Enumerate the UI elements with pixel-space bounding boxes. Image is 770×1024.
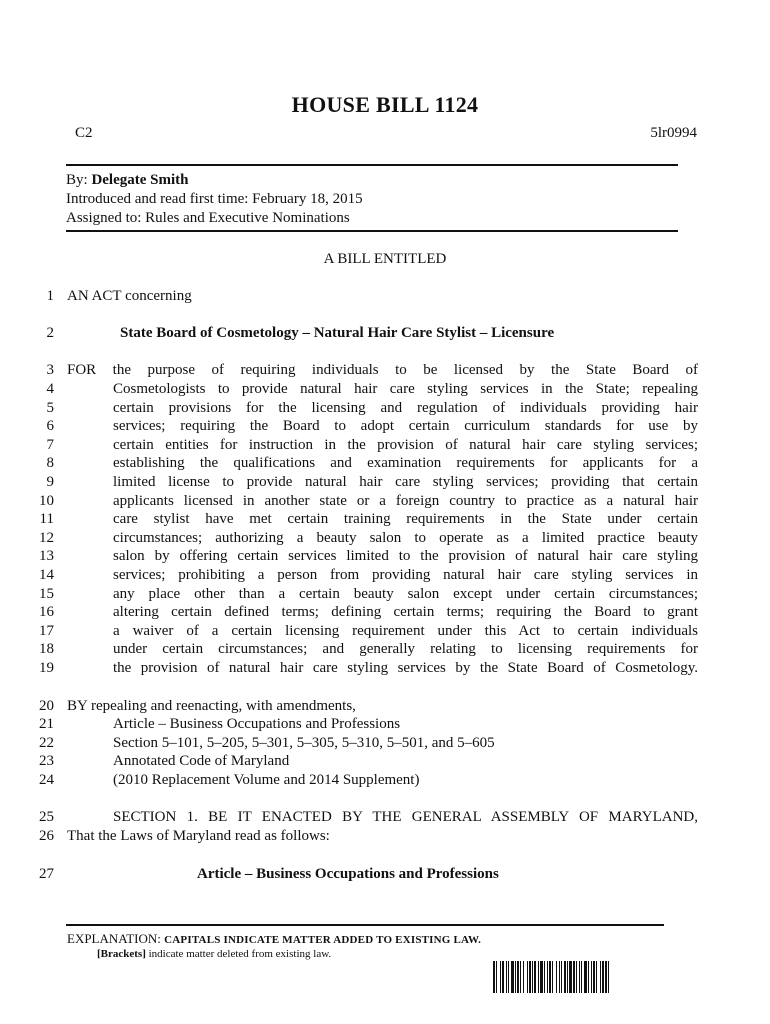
explanation-label: EXPLANATION: bbox=[67, 931, 161, 946]
line-text: altering certain defined terms; defining certain terms; requiring the Board to grant bbox=[113, 604, 698, 620]
line-text: FOR the purpose of requiring individuals to be licensed by the State Board of bbox=[67, 362, 698, 378]
assigned-line: Assigned to: Rules and Executive Nominations bbox=[66, 210, 350, 226]
line-number: 2 bbox=[46, 325, 54, 341]
line-text: certain entities for instruction in the provision of natural hair care styling services; bbox=[113, 437, 698, 453]
article-heading: Article – Business Occupations and Professions bbox=[197, 866, 499, 882]
line-text: limited license to provide natural hair care styling services; providing that certain bbox=[113, 474, 698, 490]
line-text: (2010 Replacement Volume and 2014 Supplement) bbox=[113, 772, 420, 788]
line-text: That the Laws of Maryland read as follows: bbox=[67, 828, 330, 844]
line-text: SECTION 1. BE IT ENACTED BY THE GENERAL ASSEMBLY OF MARYLAND, bbox=[113, 809, 698, 825]
line-number: 13 bbox=[39, 548, 54, 564]
header-top-rule bbox=[66, 164, 678, 166]
line-number: 7 bbox=[46, 437, 54, 453]
line-text: a waiver of a certain licensing requirement under this Act to certain individuals bbox=[113, 623, 698, 639]
line-number: 6 bbox=[46, 418, 54, 434]
line-text: Article – Business Occupations and Professions bbox=[113, 716, 401, 732]
bill-number: 5lr0994 bbox=[650, 125, 697, 141]
line-number: 15 bbox=[39, 586, 54, 602]
header-bottom-rule bbox=[66, 230, 678, 232]
brackets-text: indicate matter deleted from existing law. bbox=[148, 948, 332, 960]
explanation-line bbox=[67, 931, 481, 947]
line-text: Section 5–101, 5–205, 5–301, 5–305, 5–310, 5–501, and 5–605 bbox=[113, 735, 495, 751]
line-text: applicants licensed in another state or a foreign country to practice as a natural hair bbox=[113, 493, 698, 509]
line-text: salon by offering certain services limited to the provision of natural hair care styling bbox=[113, 548, 698, 564]
line-number: 3 bbox=[46, 362, 54, 378]
sponsor-label: By: bbox=[66, 172, 88, 188]
line-text: circumstances; authorizing a beauty salon to operate as a limited practice beauty bbox=[113, 530, 698, 546]
line-text: certain provisions for the licensing and regulation of individuals providing hair bbox=[113, 400, 698, 416]
line-text: Cosmetologists to provide natural hair care styling services in the State; repealing bbox=[113, 381, 698, 397]
line-number: 1 bbox=[46, 288, 54, 304]
line-number: 9 bbox=[46, 474, 54, 490]
line-number: 21 bbox=[39, 716, 54, 732]
line-number: 18 bbox=[39, 641, 54, 657]
bill-title: HOUSE BILL 1124 bbox=[291, 92, 479, 117]
line-number: 16 bbox=[39, 604, 54, 620]
line-number: 25 bbox=[39, 809, 54, 825]
bill-subject-heading: State Board of Cosmetology – Natural Hair Care Stylist – Licensure bbox=[120, 325, 555, 341]
line-number: 17 bbox=[39, 623, 54, 639]
line-text: services; prohibiting a person from providing natural hair care styling services in bbox=[113, 567, 698, 583]
sponsor-line bbox=[66, 172, 189, 189]
line-number: 20 bbox=[39, 698, 54, 714]
line-number: 4 bbox=[46, 381, 54, 397]
explanation-text: CAPITALS INDICATE MATTER ADDED TO EXISTING LAW. bbox=[164, 934, 482, 946]
line-text: establishing the qualifications and examination requirements for applicants for a bbox=[113, 455, 698, 471]
line-number: 10 bbox=[39, 493, 54, 509]
brackets-word: [Brackets] bbox=[97, 948, 146, 960]
line-text: AN ACT concerning bbox=[67, 288, 192, 304]
line-number: 5 bbox=[46, 400, 54, 416]
line-number: 8 bbox=[46, 455, 54, 471]
line-number: 19 bbox=[39, 660, 54, 676]
footer-rule bbox=[66, 924, 664, 926]
sponsor-name: Delegate Smith bbox=[91, 172, 189, 188]
line-text: services; requiring the Board to adopt certain curriculum standards for use by bbox=[113, 418, 698, 434]
subject-code: C2 bbox=[75, 125, 93, 141]
bill-entitled: A BILL ENTITLED bbox=[323, 251, 447, 267]
line-number: 27 bbox=[39, 866, 54, 882]
line-number: 14 bbox=[39, 567, 54, 583]
line-text: the provision of natural hair care styling services by the State Board of Cosmetology. bbox=[113, 660, 698, 676]
line-number: 23 bbox=[39, 753, 54, 769]
line-text: under certain circumstances; and generally relating to licensing requirements for bbox=[113, 641, 698, 657]
line-text: BY repealing and reenacting, with amendments, bbox=[67, 698, 356, 714]
line-text: care stylist have met certain training requirements in the State under certain bbox=[113, 511, 698, 527]
line-number: 24 bbox=[39, 772, 54, 788]
line-number: 22 bbox=[39, 735, 54, 751]
brackets-line bbox=[97, 948, 331, 960]
line-number: 12 bbox=[39, 530, 54, 546]
introduced-line: Introduced and read first time: February 18, 2015 bbox=[66, 191, 363, 207]
line-text: any place other than a certain beauty salon except under certain circumstances; bbox=[113, 586, 698, 602]
line-number: 11 bbox=[39, 511, 54, 527]
barcode-icon bbox=[493, 961, 680, 993]
line-number: 26 bbox=[39, 828, 54, 844]
line-text: Annotated Code of Maryland bbox=[113, 753, 290, 769]
